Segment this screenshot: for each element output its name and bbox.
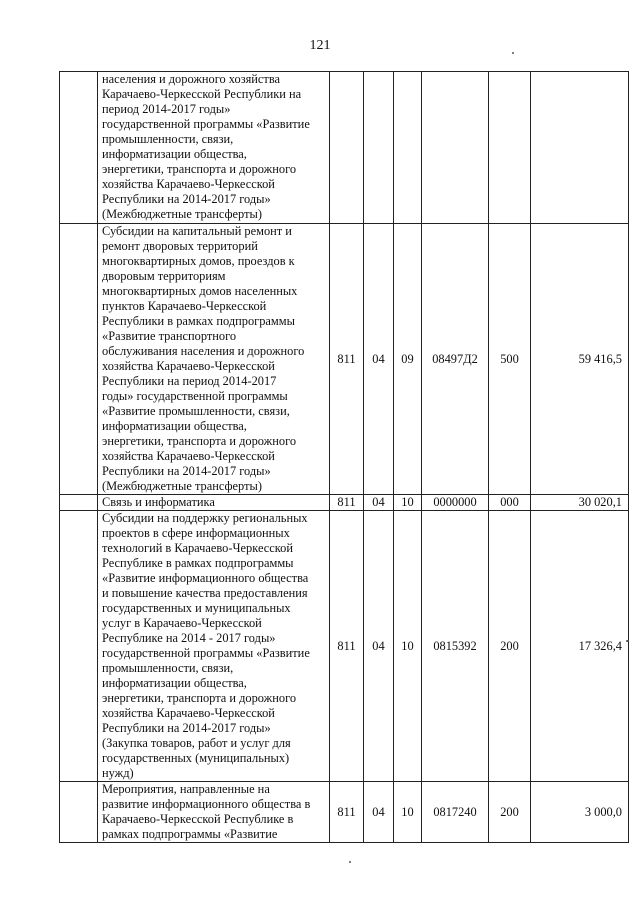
expense-type-cell: [489, 72, 531, 224]
table-row: [60, 224, 629, 495]
description-cell: [98, 782, 330, 843]
description-cell: [98, 72, 330, 224]
expense-type-cell: 200: [489, 511, 531, 782]
section-code-cell: 04: [364, 511, 394, 782]
amount-cell: 17 326,4: [531, 511, 629, 782]
expense-type-cell: 000: [489, 495, 531, 511]
target-article-cell: 0815392: [422, 511, 489, 782]
row-number-cell: [60, 495, 98, 511]
description-text: Субсидии на поддержку региональных проектов в сфере информационных технологий в Карачаево-Черкесской Республике в рамках подпрограммы «Развитие информационного общества и повышение качества предоставления государственных и муниципальных услуг в Карачаево-Черкесской Республике на 2014 - 2017 годы» государственной программы «Развитие промышленности, связи, информатизации общества, энергетики, транспорта и дорожного хозяйства Карачаево-Черкесской Республики на 2014-2017 годы» (Закупка товаров, работ и услуг для государственных (муниципальных) нужд): [102, 511, 310, 780]
scan-speck: [512, 52, 514, 54]
row-number-cell: [60, 511, 98, 782]
description-text: населения и дорожного хозяйства Карачаево-Черкесской Республики на период 2014-2017 годы» государственной программы «Развитие промышленности, связи, информатизации общества, энергетики, транспорта и дорожного хозяйства Карачаево-Черкесской Республики на 2014-2017 годы» (Межбюджетные трансферты): [102, 72, 310, 221]
expense-type-cell: 200: [489, 782, 531, 843]
section-code-cell: 04: [364, 495, 394, 511]
table-row: [60, 72, 629, 224]
subsection-code-cell: 09: [394, 224, 422, 495]
scan-speck: [349, 861, 351, 863]
ministry-code-cell: 811: [330, 782, 364, 843]
row-number-cell: [60, 224, 98, 495]
expense-type-cell: 500: [489, 224, 531, 495]
description-text: Мероприятия, направленные на развитие информационного общества в Карачаево-Черкесской Республике в рамках подпрограммы «Развитие: [102, 782, 311, 841]
budget-table: [59, 71, 629, 843]
description-text: Субсидии на капитальный ремонт и ремонт дворовых территорий многоквартирных домов, проездов к дворовым территориям многоквартирных домов населенных пунктов Карачаево-Черкесской Республики в рамках подпрограммы «Развитие транспортного обслуживания населения и дорожного хозяйства Карачаево-Черкесской Республики на период 2014-2017 годы» государственной программы «Развитие промышленности, связи, информатизации общества, энергетики, транспорта и дорожного хозяйства Карачаево-Черкесской Республики на 2014-2017 годы» (Межбюджетные трансферты): [102, 224, 305, 493]
ministry-code-cell: 811: [330, 511, 364, 782]
target-article-cell: 0817240: [422, 782, 489, 843]
section-code-cell: 04: [364, 782, 394, 843]
amount-cell: 30 020,1: [531, 495, 629, 511]
scan-speck: [626, 640, 629, 642]
section-code-cell: 04: [364, 224, 394, 495]
ministry-code-cell: 811: [330, 495, 364, 511]
description-cell: [98, 495, 330, 511]
target-article-cell: 0000000: [422, 495, 489, 511]
subsection-code-cell: 10: [394, 782, 422, 843]
target-article-cell: [422, 72, 489, 224]
row-number-cell: [60, 782, 98, 843]
amount-cell: [531, 72, 629, 224]
table-row: [60, 782, 629, 843]
description-cell: [98, 224, 330, 495]
description-cell: [98, 511, 330, 782]
row-number-cell: [60, 72, 98, 224]
description-text: Связь и информатика: [102, 495, 215, 509]
subsection-code-cell: 10: [394, 495, 422, 511]
amount-cell: 3 000,0: [531, 782, 629, 843]
amount-cell: 59 416,5: [531, 224, 629, 495]
table-row: [60, 495, 629, 511]
target-article-cell: 08497Д2: [422, 224, 489, 495]
subsection-code-cell: 10: [394, 511, 422, 782]
page-number: 121: [309, 38, 331, 53]
subsection-code-cell: [394, 72, 422, 224]
table-row: [60, 511, 629, 782]
ministry-code-cell: 811: [330, 224, 364, 495]
ministry-code-cell: [330, 72, 364, 224]
section-code-cell: [364, 72, 394, 224]
